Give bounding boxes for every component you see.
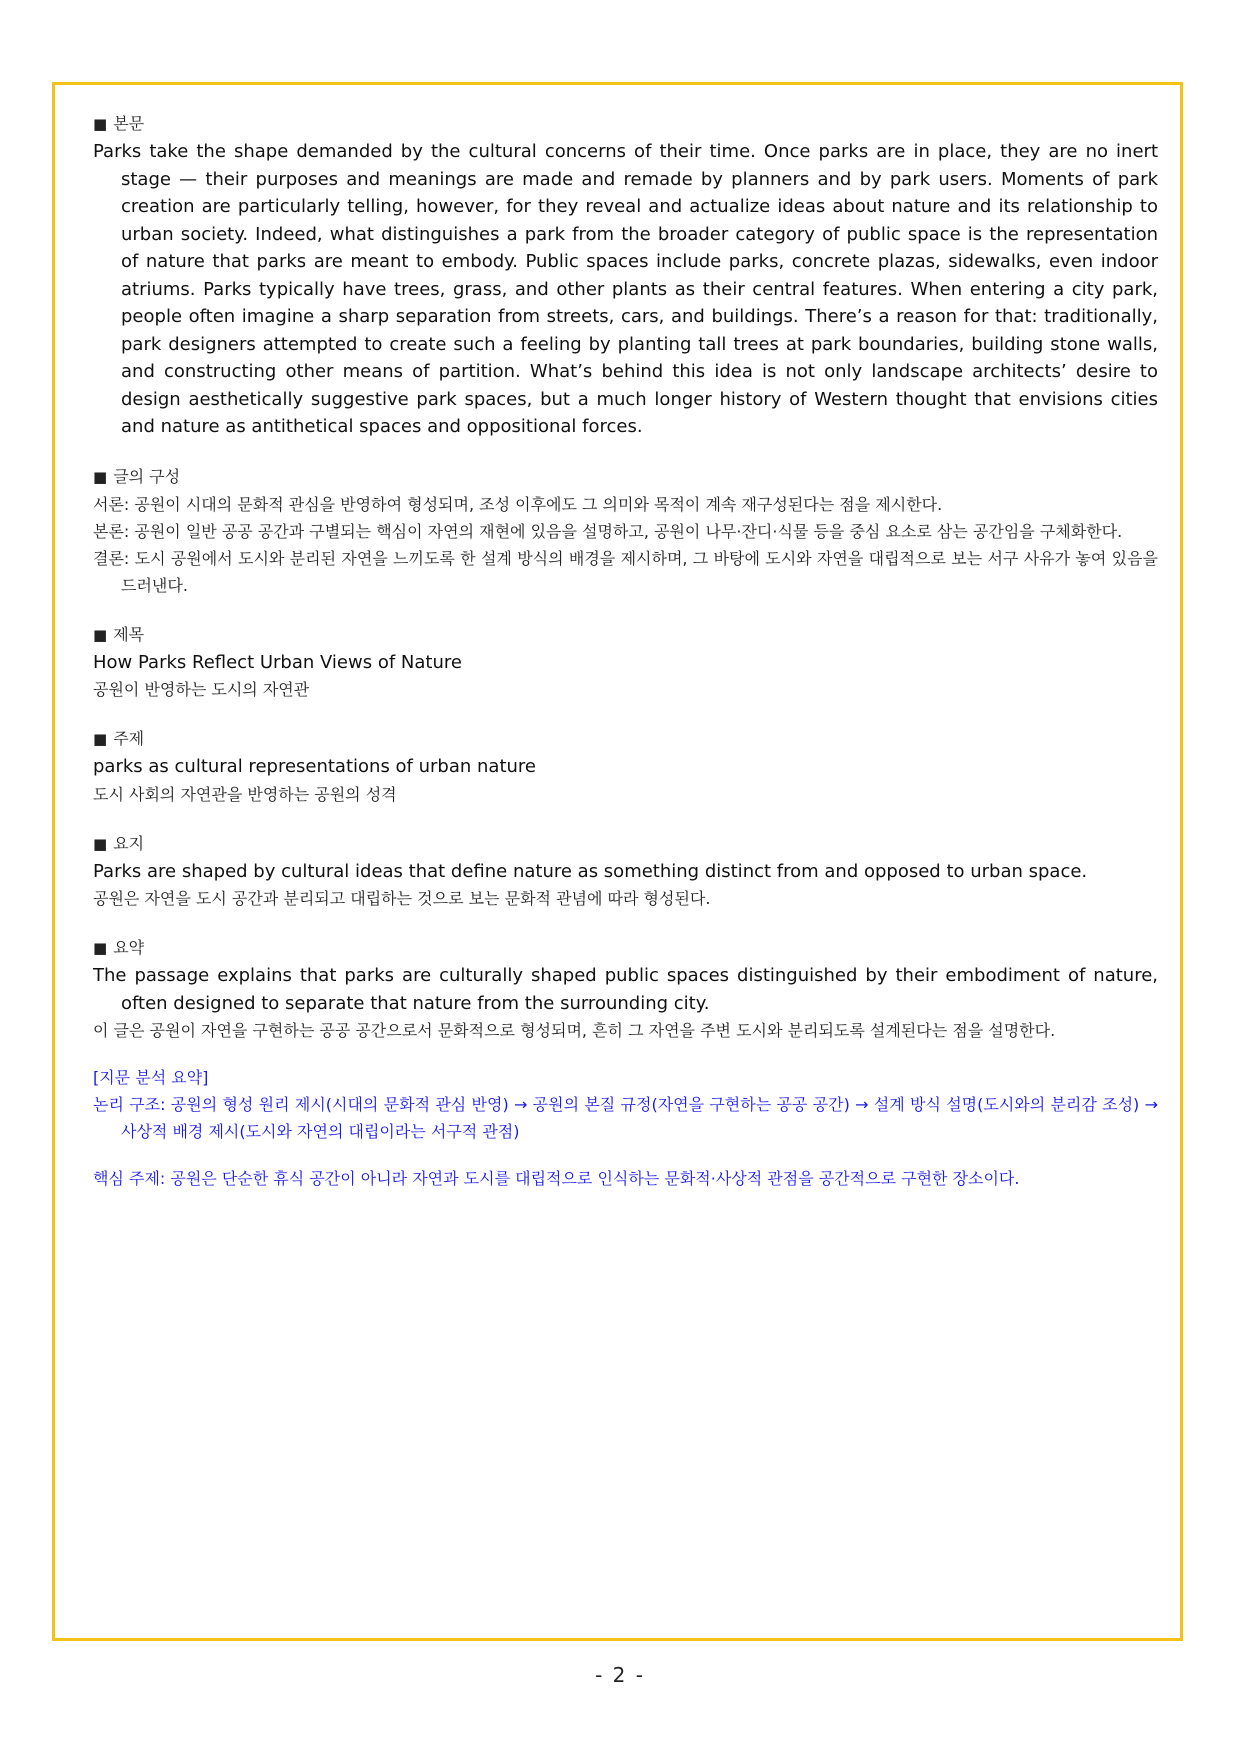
- summary-en: The passage explains that parks are culturally shaped public spaces distinguished by their embodiment of nature, often designed to separate that nature from the surrounding city.: [93, 965, 1158, 1014]
- document-content: [93, 110, 1158, 1192]
- page-number: - 2 -: [595, 1663, 645, 1687]
- analysis-logic: 논리 구조: 공원의 형성 원리 제시(시대의 문화적 관심 반영) → 공원의 본질 규정(자연을 구현하는 공공 공간) → 설계 방식 설명(도시와의 분리감 조성) → 사상적 배경 제시(도시와 자연의 대립이라는 서구적 관점): [93, 1095, 1158, 1141]
- title-ko: 공원이 반영하는 도시의 자연관: [93, 680, 310, 699]
- title-en: How Parks Reflect Urban Views of Nature: [93, 651, 462, 673]
- section-heading: ■ 본문: [93, 114, 145, 133]
- section-summary: [93, 934, 1158, 1044]
- section-heading: ■ 요약: [93, 938, 145, 957]
- theme-en: parks as cultural representations of urban nature: [93, 756, 536, 777]
- section-heading: ■ 제목: [93, 624, 145, 644]
- body-passage: Parks take the shape demanded by the cultural concerns of their time. Once parks are in place, they are no inert stage — their purposes and meanings are made and remade by planners and by park users. Moments of park creation are particularly telling, however, for they reveal and actualize ideas about nature and its relationship to urban society. Indeed, what distinguishes a park from the broader category of public space is the representation of nature that parks are meant to embody. Public spaces include parks, concrete plazas, sidewalks, even indoor atriums. Parks typically have trees, grass, and other plants as their central features. When entering a city park, people often imagine a sharp separation from streets, cars, and buildings. There’s a reason for that: traditionally, park designers attempted to create such a feeling by planting tall trees at park boundaries, building stone walls, and constructing other means of partition. What’s behind this idea is not only landscape architects’ desire to design aesthetically suggestive park spaces, but a much longer history of Western thought that envisions cities and nature as antithetical spaces and oppositional forces.: [93, 141, 1158, 437]
- section-title: [93, 621, 1158, 704]
- theme-ko: 도시 사회의 자연관을 반영하는 공원의 성격: [93, 784, 397, 804]
- section-theme: [93, 725, 1158, 808]
- analysis-label: [지문 분석 요약]: [93, 1068, 209, 1087]
- square-bullet-icon: ■: [93, 730, 108, 748]
- structure-intro: 서론: 공원이 시대의 문화적 관심을 반영하여 형성되며, 조성 이후에도 그 의미와 목적이 계속 재구성된다는 점을 제시한다.: [93, 494, 943, 514]
- structure-main: 본론: 공원이 일반 공공 공간과 구별되는 핵심이 자연의 재현에 있음을 설명하고, 공원이 나무·잔디·식물 등을 중심 요소로 삼는 공간임을 구체화한다.: [93, 521, 1123, 541]
- gist-ko: 공원은 자연을 도시 공간과 분리되고 대립하는 것으로 보는 문화적 관념에 따라 형성된다.: [93, 889, 711, 908]
- square-bullet-icon: ■: [93, 625, 108, 644]
- analysis-core: 핵심 주제: 공원은 단순한 휴식 공간이 아니라 자연과 도시를 대립적으로 인식하는 문화적·사상적 관점을 공간적으로 구현한 장소이다.: [93, 1169, 1020, 1188]
- section-body: [93, 110, 1158, 441]
- structure-conclusion: 결론: 도시 공원에서 도시와 분리된 자연을 느끼도록 한 설계 방식의 배경을 제시하며, 그 바탕에 도시와 자연을 대립적으로 보는 서구 사유가 놓여 있음을 드러낸다.: [93, 548, 1158, 595]
- square-bullet-icon: ■: [93, 834, 108, 853]
- gist-en: Parks are shaped by cultural ideas that define nature as something distinct from and opposed to urban space.: [93, 860, 1088, 882]
- section-heading: ■ 요지: [93, 833, 145, 853]
- section-structure: [93, 463, 1158, 599]
- square-bullet-icon: ■: [93, 467, 108, 486]
- section-heading: ■ 글의 구성: [93, 466, 181, 486]
- square-bullet-icon: ■: [93, 939, 108, 957]
- summary-ko: 이 글은 공원이 자연을 구현하는 공공 공간으로서 문화적으로 형성되며, 흔히 그 자연을 주변 도시와 분리되도록 설계된다는 점을 설명한다.: [93, 1021, 1056, 1040]
- section-gist: [93, 830, 1158, 913]
- section-analysis: [93, 1064, 1158, 1192]
- square-bullet-icon: ■: [93, 115, 108, 133]
- section-heading: ■ 주제: [93, 729, 145, 748]
